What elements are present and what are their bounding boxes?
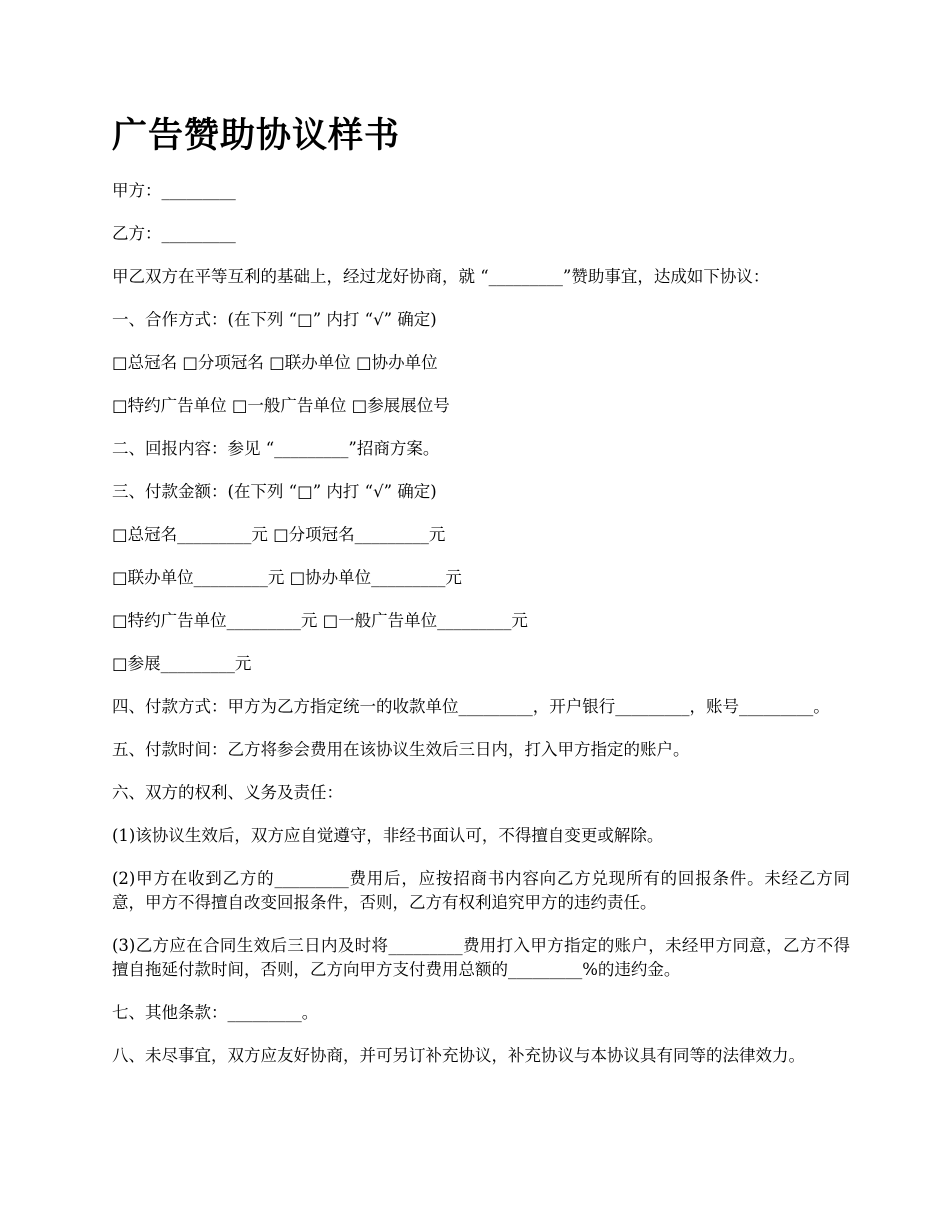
amount-options-row-1: □总冠名_________元 □分项冠名_________元 [112,525,446,544]
section-1-heading: 一、合作方式：(在下列 “□” 内打 “√” 确定) [112,310,437,329]
party-b-line: 乙方：_________ [112,224,236,243]
document-title: 广告赞助协议样书 [112,115,401,156]
section-4-paragraph: 四、付款方式：甲方为乙方指定统一的收款单位_________，开户银行_________，账号_________。 [112,697,830,716]
section-2-paragraph: 二、回报内容：参见 “_________”招商方案。 [112,439,440,458]
clause-6-3-paragraph: (3)乙方应在合同生效后三日内及时将_________费用打入甲方指定的账户，未经甲方同意，乙方不得擅自拖延付款时间，否则，乙方向甲方支付费用总额的_________%的违约金。 [112,936,850,979]
section-5-paragraph: 五、付款时间：乙方将参会费用在该协议生效后三日内，打入甲方指定的账户。 [112,740,690,759]
amount-options-row-4: □参展_________元 [112,654,252,673]
section-3-heading: 三、付款金额：(在下列 “□” 内打 “√” 确定) [112,482,437,501]
section-8-paragraph: 八、未尽事宜，双方应友好协商，并可另订补充协议，补充协议与本协议具有同等的法律效力。 [112,1046,805,1065]
cooperation-options-row-2: □特约广告单位 □一般广告单位 □参展展位号 [112,396,450,415]
document-body [112,179,850,1087]
amount-options-row-2: □联办单位_________元 □协办单位_________元 [112,568,462,587]
section-7-paragraph: 七、其他条款：_________。 [112,1003,319,1022]
amount-options-row-3: □特约广告单位_________元 □一般广告单位_________元 [112,611,528,630]
clause-6-1-paragraph: (1)该协议生效后，双方应自觉遵守，非经书面认可，不得擅自变更或解除。 [112,826,664,845]
party-a-line: 甲方：_________ [112,181,236,200]
section-6-heading: 六、双方的权利、义务及责任： [112,783,343,802]
clause-6-2-paragraph: (2)甲方在收到乙方的_________费用后，应按招商书内容向乙方兑现所有的回报条件。未经乙方同意，甲方不得擅自改变回报条件，否则，乙方有权利追究甲方的违约责任。 [112,869,850,912]
cooperation-options-row-1: □总冠名 □分项冠名 □联办单位 □协办单位 [112,353,438,372]
preamble-paragraph: 甲乙双方在平等互利的基础上，经过龙好协商，就 “_________”赞助事宜，达成如下协议： [112,267,770,286]
